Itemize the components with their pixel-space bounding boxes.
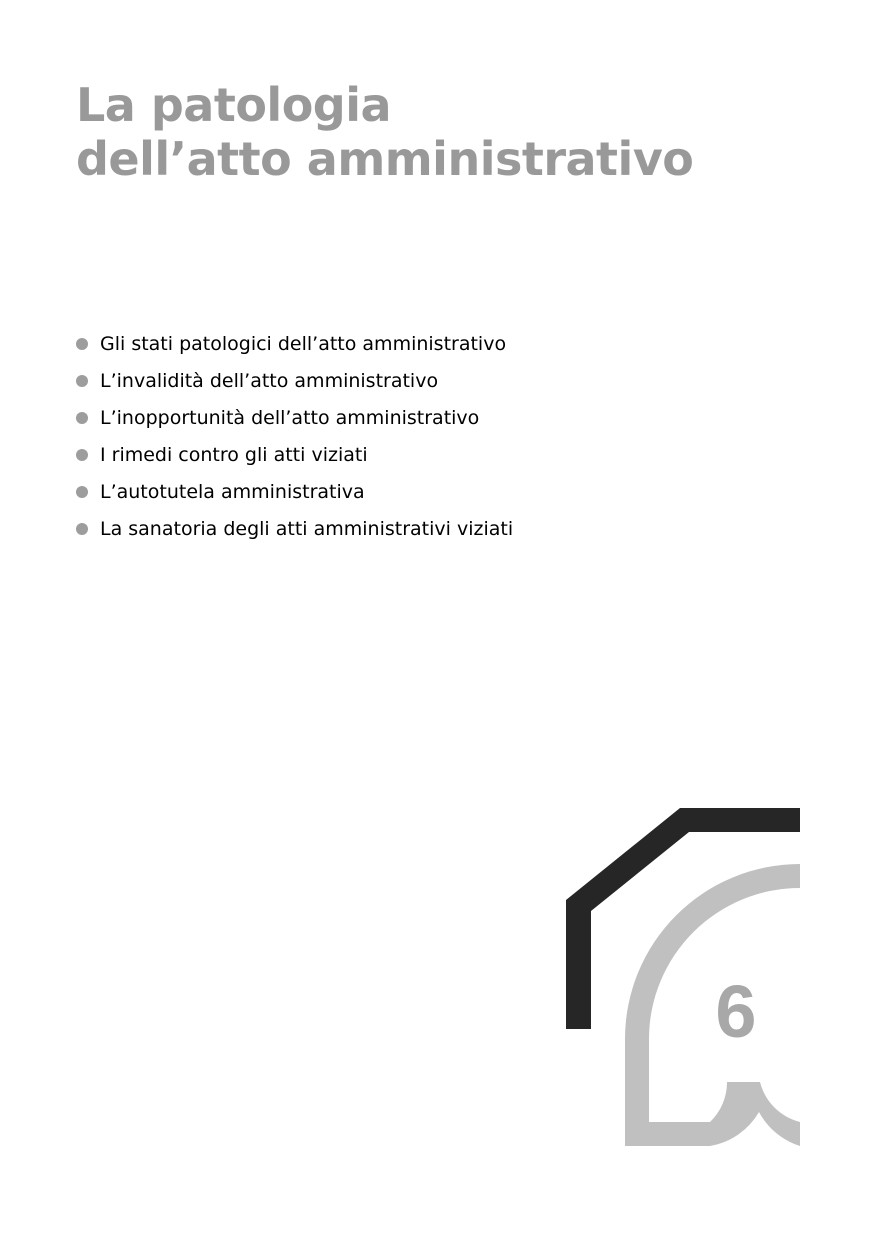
chapter-emblem [540, 790, 810, 1160]
topic-label: Gli stati patologici dell’atto amministrativo [100, 333, 507, 355]
topic-label: La sanatoria degli atti amministrativi viziati [100, 518, 514, 540]
topic-label: L’inopportunità dell’atto amministrativo [100, 407, 480, 429]
bullet-icon [76, 375, 88, 387]
topic-item [76, 363, 513, 400]
topic-item [76, 400, 513, 437]
topic-item [76, 326, 513, 363]
topic-label: L’autotutela amministrativa [100, 481, 365, 503]
topic-item [76, 437, 513, 474]
bullet-icon [76, 486, 88, 498]
topic-item [76, 474, 513, 511]
chapter-title [76, 78, 693, 186]
topic-item [76, 511, 513, 548]
bullet-icon [76, 338, 88, 350]
topic-label: L’invalidità dell’atto amministrativo [100, 370, 439, 392]
emblem-arch-shape [625, 864, 800, 1146]
bullet-icon [76, 412, 88, 424]
bullet-icon [76, 449, 88, 461]
chapter-title-line-1: La patologia [76, 78, 392, 132]
chapter-topics-list [76, 326, 513, 548]
chapter-number: 6 [715, 970, 757, 1053]
chapter-title-line-2: dell’atto amministrativo [76, 132, 694, 186]
bullet-icon [76, 523, 88, 535]
topic-label: I rimedi contro gli atti viziati [100, 444, 368, 466]
